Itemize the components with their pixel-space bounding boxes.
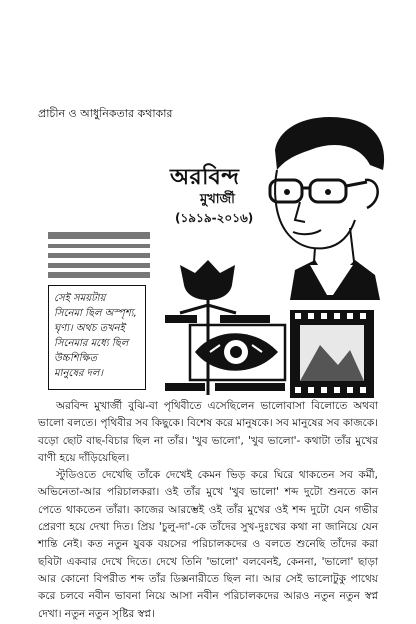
author-name: অরবিন্দ [170, 165, 240, 190]
quote-line: মানুষের দল। [54, 368, 103, 379]
article-body [38, 398, 378, 623]
decorative-stripes [48, 232, 150, 278]
quote-line: সিনেমা ছিল অস্পৃশ্য, [54, 308, 137, 319]
author-years: (১৯১৯-২০১৬) [175, 211, 254, 225]
quote-line: ঘৃণ্য। অথচ তখনই [54, 323, 125, 334]
quote-line: উচ্চশিক্ষিত [54, 353, 98, 364]
paragraph: অরবিন্দ মুখার্জী বুঝি-বা পৃথিবীতে এসেছিলেন ভালোবাসা বিলোতে অথবা ভালো বলতে। পৃথিবীর সব কিছুকে। বিশেষ করে মানুষকে। সব মানুষের সব কাজকে। বড়ো ছোট বাছ-বিচার ছিল না তাঁর। 'খুব ভালো', 'খুব ভালো'- কথাটা তাঁর মুখের বাণী হয়ে দাঁড়িয়েছিল। [38, 400, 378, 464]
decorative-artwork [160, 255, 376, 400]
quote-line: সেই সময়টায় [54, 293, 106, 304]
quote-line: সিনেমার মধ্যে ছিল [54, 338, 129, 349]
section-title: প্রাচীন ও আধুনিকতার কথাকার [38, 107, 173, 120]
author-surname: মুখার্জী [200, 192, 235, 207]
paragraph: স্টুডিওতে দেখেছি তাঁকে দেখেই কেমন ভিড় করে ঘিরে থাকতেন সব কর্মী, অভিনেতা-আর পরিচালকরা। ওই তাঁর মুখে 'খুব ভালো' শব্দ দুটো শুনতে কান পেতে থাকতেন তাঁরা। কাজের আরম্ভেই ওই তাঁর মুখের ওই শব্দ দুটো যেন গভীর প্রেরণা হয়ে দেখা দিত। প্রিয় 'চুলু-দা'-কে তাঁদের সুখ-দুঃখের কথা না জানিয়ে যেন শান্তি নেই। কত নতুন যুবক বয়সের পরিচালকদের ও বলতে শুনেছি তাঁদের করা ছবিটা একবার দেখে দিতে। দেখে তিনি 'ভালো' বলবেনই, কেননা, 'ভালো' ছাড়া আর কোনো বিপরীত শব্দ তাঁর ডিক্সনারীতে ছিল না। আর সেই ভালোটুকু পাথেয় করে চলবে নবীন ভাবনা নিয়ে আসা নবীন পরিচালকদের আরও নতুন নতুন স্বপ্ন দেখা। নতুন নতুন সৃষ্টির স্বপ্ন। [38, 469, 378, 620]
pull-quote-box [48, 285, 146, 390]
lotus-flower-icon [180, 260, 235, 300]
